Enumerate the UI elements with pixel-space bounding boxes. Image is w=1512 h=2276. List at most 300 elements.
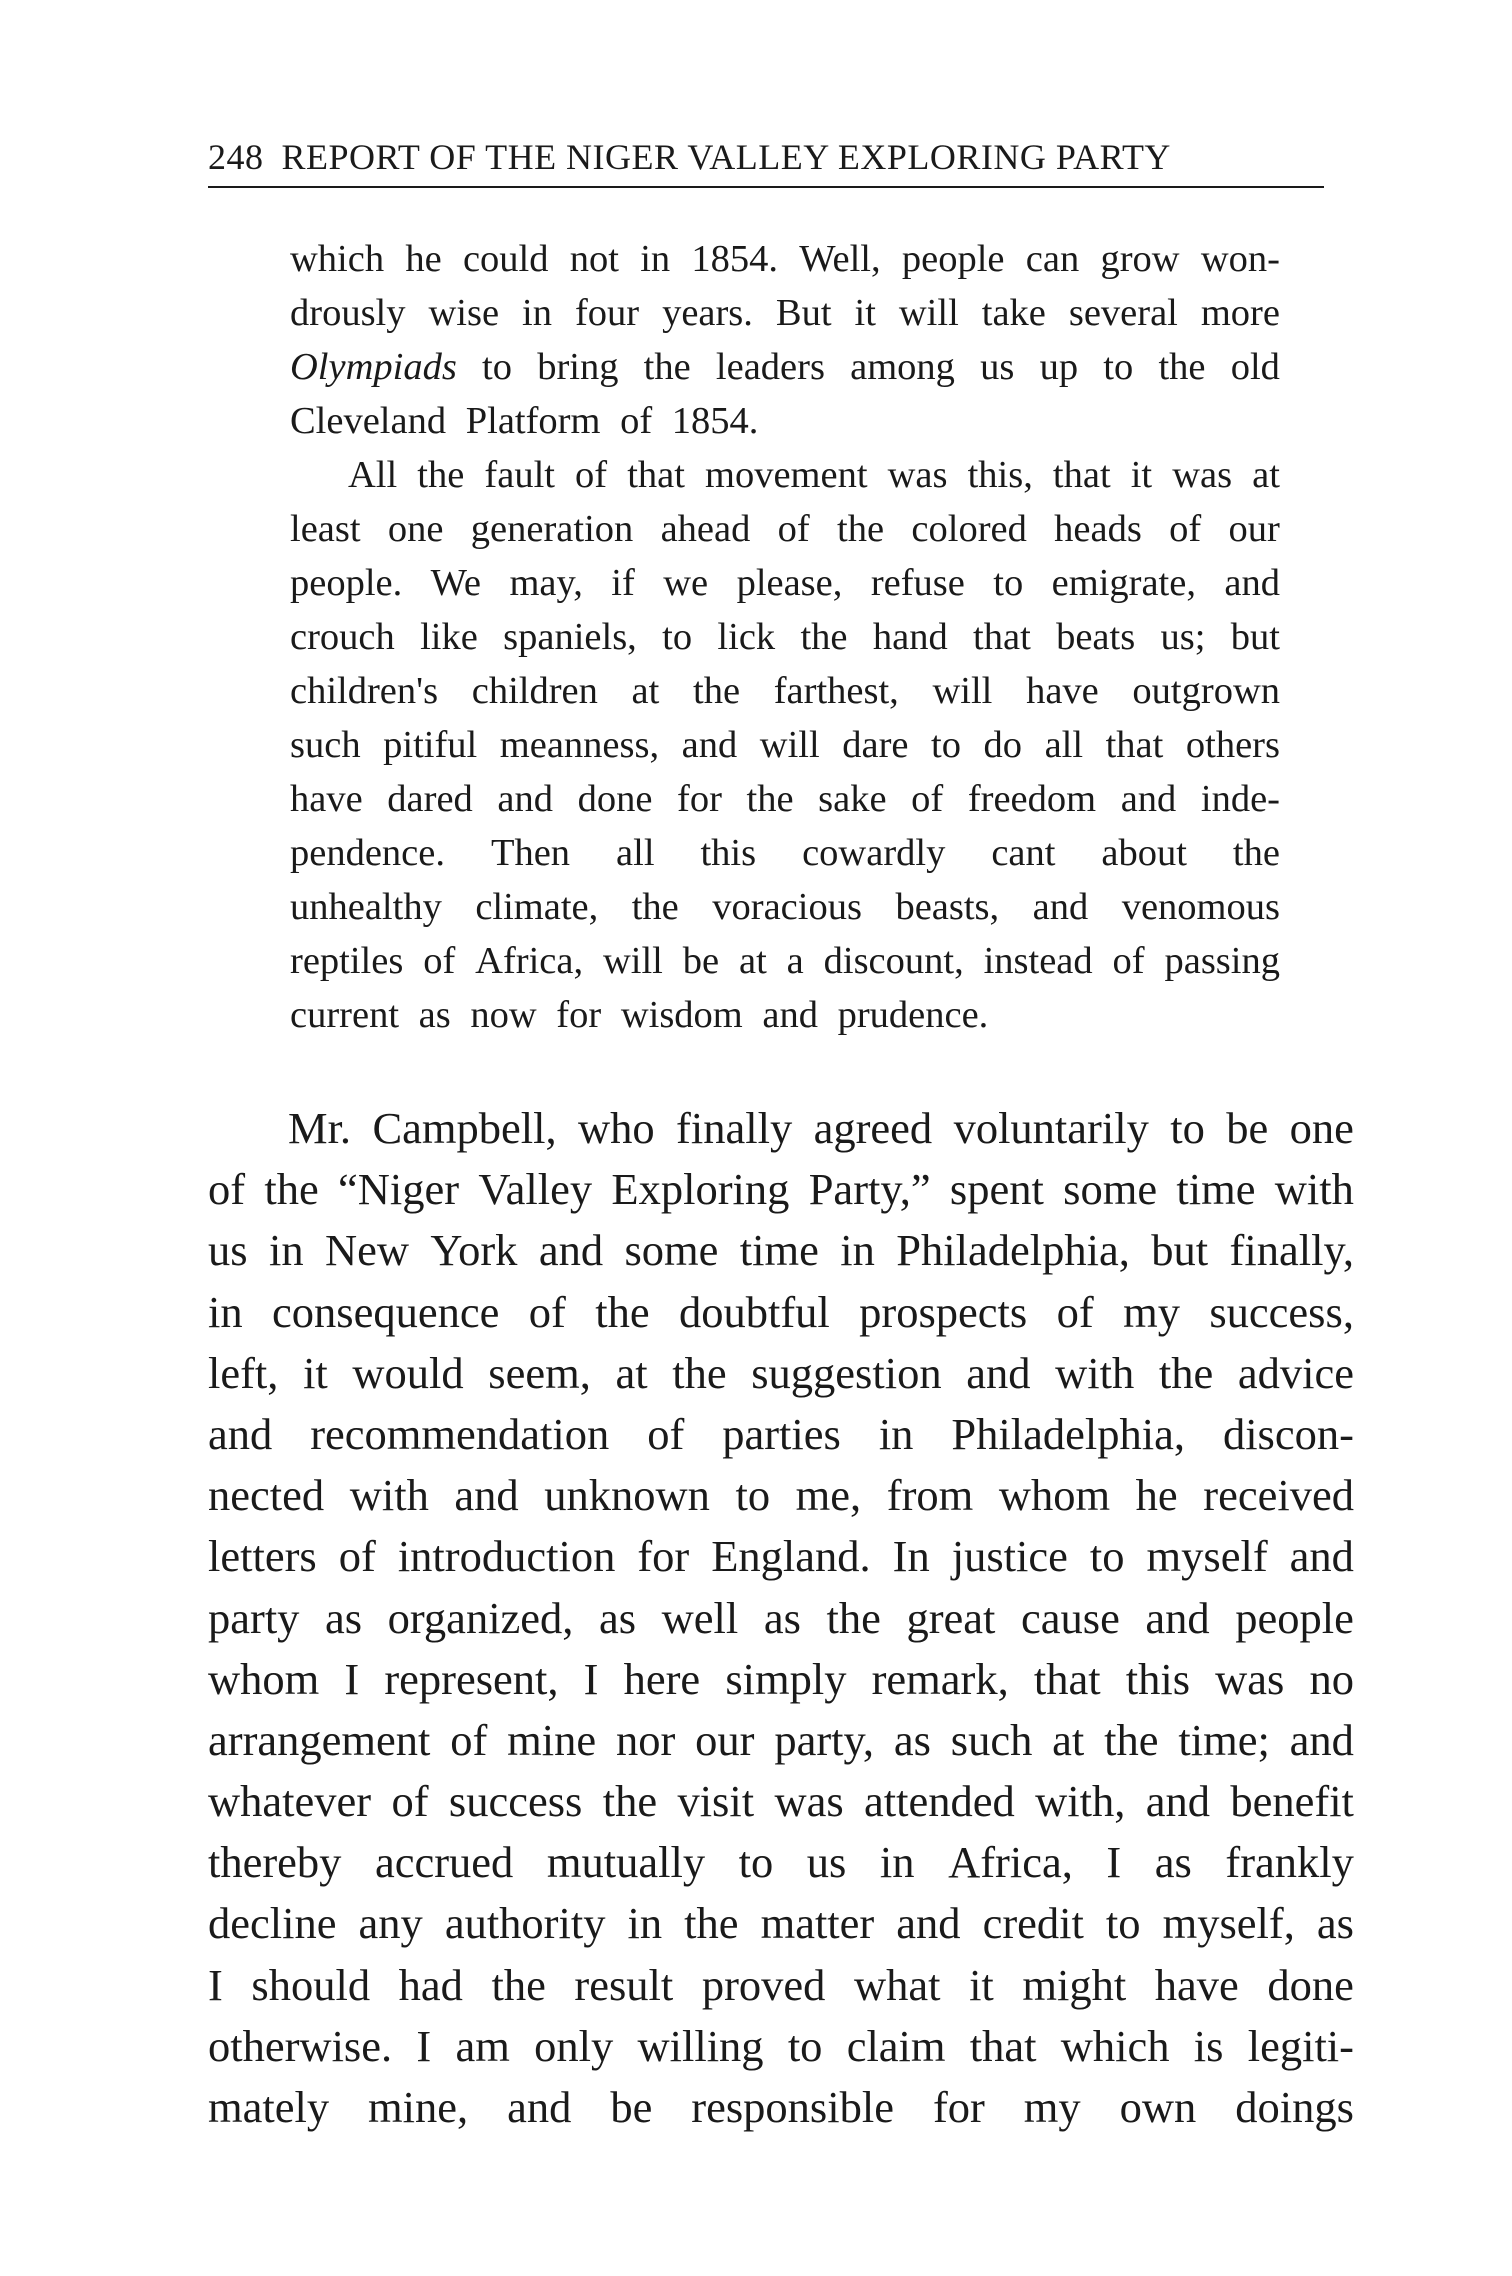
word: fault [484, 454, 555, 496]
word: I [1106, 1837, 1122, 1888]
word: us [980, 346, 1015, 388]
word: time; [1178, 1714, 1270, 1765]
quote-line [290, 880, 1280, 934]
word: might [1022, 1959, 1127, 2010]
word: others [1185, 724, 1280, 766]
word: the [693, 670, 741, 712]
body-line [208, 1159, 1354, 1220]
word: but [1230, 616, 1280, 658]
word: result [574, 1959, 674, 2010]
word: the [800, 616, 848, 658]
word: spent [949, 1164, 1044, 1215]
quote-line [290, 232, 1280, 286]
word: people [1235, 1592, 1354, 1643]
word: heads [1054, 508, 1142, 550]
word: the [491, 1959, 546, 2010]
word: in [208, 1286, 243, 1337]
word: bring [537, 346, 619, 388]
word: had [398, 1959, 463, 2010]
word: myself [1146, 1531, 1268, 1582]
word: he [405, 238, 442, 280]
word: claim [846, 2020, 946, 2071]
word: spaniels, [503, 616, 637, 658]
word: and [1145, 1592, 1210, 1643]
word: unknown [544, 1470, 710, 1521]
word: agreed [813, 1103, 933, 1153]
word: in [879, 1837, 915, 1888]
word: suggestion [751, 1347, 942, 1398]
word: discount, [823, 940, 964, 982]
word: of [1112, 940, 1145, 982]
word: people. [290, 562, 403, 604]
word: all [1044, 724, 1084, 766]
word: here [623, 1653, 701, 1704]
word: it [1130, 454, 1153, 496]
word: now [470, 994, 547, 1036]
word: of [450, 1714, 488, 1765]
word: farthest, [773, 670, 899, 712]
word: with [349, 1470, 429, 1521]
word: done [577, 778, 653, 820]
body-paragraph [208, 1098, 1354, 2138]
word: left, [208, 1347, 279, 1398]
word: some [624, 1225, 719, 1276]
word: Africa, [475, 940, 584, 982]
word: remark, [871, 1653, 1009, 1704]
body-line [208, 1649, 1354, 1710]
word: was [1172, 454, 1233, 496]
word: nected [208, 1470, 325, 1521]
word: of [1056, 1286, 1094, 1337]
word: us [806, 1837, 847, 1888]
word: take [981, 292, 1046, 334]
word: to [1170, 1103, 1205, 1153]
word: whatever [208, 1776, 372, 1827]
word: as [325, 1592, 363, 1643]
word: mutually [546, 1837, 706, 1888]
word: ahead [660, 508, 751, 550]
word: otherwise. [208, 2020, 393, 2071]
word: Well, [799, 238, 881, 280]
word: should [251, 1959, 371, 2010]
word: beats [1056, 616, 1136, 658]
word: Campbell, [372, 1103, 557, 1153]
word: voluntarily [953, 1103, 1149, 1153]
word: recommendation [310, 1408, 610, 1459]
word: But [775, 292, 832, 334]
word: 1854. [671, 400, 759, 442]
word: prudence. [837, 994, 989, 1036]
word: legiti- [1247, 2020, 1354, 2071]
body-line [208, 1404, 1354, 1465]
word: success [448, 1776, 583, 1827]
word: to [993, 562, 1024, 604]
word: dare [842, 724, 909, 766]
word: am [455, 2020, 510, 2071]
word: pendence. [290, 832, 445, 874]
word: such [290, 724, 361, 766]
page-number: 248 [208, 137, 264, 177]
word: children [471, 670, 598, 712]
word: decline [208, 1898, 337, 1949]
word: and [208, 1408, 273, 1459]
word: wise [428, 292, 500, 334]
word: freedom [967, 778, 1097, 820]
word: venomous [1121, 886, 1280, 928]
word: party, [774, 1714, 874, 1765]
word: and [966, 1347, 1031, 1398]
word: justice [951, 1531, 1068, 1582]
word: people [901, 238, 1005, 280]
word: organized, [387, 1592, 574, 1643]
word: discon- [1222, 1408, 1354, 1459]
word: and [1289, 1714, 1354, 1765]
word: my [1023, 2082, 1081, 2132]
word: wisdom [620, 994, 753, 1036]
word: of [777, 508, 810, 550]
word: benefit [1230, 1776, 1354, 1827]
word: seem, [488, 1347, 591, 1398]
word: of [1169, 508, 1202, 550]
word: for [637, 1531, 690, 1582]
word: not [569, 238, 619, 280]
word: instead [983, 940, 1093, 982]
word: only [534, 2020, 614, 2071]
word: any [358, 1898, 423, 1949]
word: will [602, 940, 663, 982]
body-line [208, 1588, 1354, 1649]
word: of [391, 1776, 429, 1827]
word: to [1089, 1531, 1125, 1582]
word: who [578, 1103, 655, 1153]
word: great [906, 1592, 996, 1643]
word: Philadelphia, [951, 1408, 1185, 1459]
word: crouch [290, 616, 395, 658]
word: but [1151, 1225, 1209, 1276]
body-line [208, 1282, 1354, 1343]
word: I [208, 1959, 223, 2010]
word: at [738, 940, 767, 982]
word: as [763, 1592, 801, 1643]
word: he [1135, 1470, 1178, 1521]
running-head [208, 128, 1324, 188]
word: of [620, 400, 662, 442]
body-line [208, 1465, 1354, 1526]
word: in [522, 292, 552, 334]
word: which [1060, 2020, 1170, 2071]
word: in [268, 1225, 304, 1276]
word: at [615, 1347, 648, 1398]
word: party [208, 1592, 300, 1643]
word: as [1316, 1898, 1354, 1949]
word: of [208, 1164, 246, 1215]
word: our [695, 1714, 755, 1765]
word: leaders [715, 346, 825, 388]
word: parties [722, 1408, 841, 1459]
word: us [208, 1225, 248, 1276]
word: generation [470, 508, 634, 550]
word: drously [290, 292, 406, 334]
word: was [887, 454, 948, 496]
word: several [1068, 292, 1178, 334]
word: All [348, 454, 398, 496]
word: of [647, 1408, 685, 1459]
word: was [1215, 1653, 1285, 1704]
word: with [1274, 1164, 1354, 1215]
word: pitiful [383, 724, 478, 766]
word: old [1230, 346, 1280, 388]
word: in [640, 238, 671, 280]
word: nor [615, 1714, 676, 1765]
word: finally [676, 1103, 793, 1153]
word: movement [705, 454, 868, 496]
word: time [1176, 1164, 1256, 1215]
word: in [840, 1225, 875, 1276]
word: simply [725, 1653, 847, 1704]
word: with, [1035, 1776, 1126, 1827]
word: the [643, 346, 691, 388]
word: dared [387, 778, 473, 820]
word: outgrown [1132, 670, 1280, 712]
word: to [482, 346, 512, 388]
word: and [1224, 562, 1280, 604]
word: England. [711, 1531, 871, 1582]
word: be [682, 940, 720, 982]
word: of [911, 778, 944, 820]
word: arrangement [208, 1714, 431, 1765]
word: cause [1021, 1592, 1120, 1643]
word: In [892, 1531, 930, 1582]
body-line [208, 1955, 1354, 2016]
word: colored [911, 508, 1027, 550]
quote-line [290, 988, 1280, 1042]
body-line [208, 1098, 1354, 1159]
quote-line [290, 286, 1280, 340]
body-line [208, 1771, 1354, 1832]
word: that [627, 454, 685, 496]
word: sake [818, 778, 887, 820]
word: the [1158, 346, 1206, 388]
word: and [1120, 778, 1177, 820]
word: the [264, 1164, 319, 1215]
word: will [759, 724, 820, 766]
word: and [454, 1470, 519, 1521]
word: meanness, [499, 724, 660, 766]
word: more [1200, 292, 1280, 334]
word: will [898, 292, 959, 334]
word: and [497, 778, 553, 820]
word: four [574, 292, 640, 334]
word: could [462, 238, 549, 280]
word: advice [1237, 1347, 1354, 1398]
quote-line [290, 394, 1280, 448]
word: me, [795, 1470, 862, 1521]
word: time [739, 1225, 819, 1276]
word: as [893, 1714, 931, 1765]
word: I [344, 1653, 360, 1704]
word: frankly [1225, 1837, 1354, 1888]
word: this [700, 832, 757, 874]
word: the [1232, 832, 1280, 874]
word: the [826, 1592, 881, 1643]
word: introduction [397, 1531, 616, 1582]
word: the [602, 1776, 658, 1827]
word: my [1123, 1286, 1180, 1337]
word: Exploring [611, 1164, 790, 1215]
word: I [583, 1653, 599, 1704]
word: I [416, 2020, 432, 2071]
word: we [663, 562, 709, 604]
word: as [1154, 1837, 1192, 1888]
word: Platform [465, 400, 611, 442]
body-line [208, 1220, 1354, 1281]
word: Then [490, 832, 571, 874]
quote-line [290, 664, 1280, 718]
word: Mr. [288, 1103, 352, 1153]
word: 1854. [691, 238, 779, 280]
word: York [430, 1225, 518, 1276]
word: least [290, 508, 361, 550]
word: responsible [691, 2082, 894, 2132]
word: of [338, 1531, 376, 1582]
word: that [1052, 454, 1111, 496]
word: whom [208, 1653, 320, 1704]
word: the [746, 778, 794, 820]
word: to [738, 1837, 774, 1888]
word: it [969, 1959, 994, 2010]
word: received [1203, 1470, 1354, 1521]
word: myself, [1162, 1898, 1295, 1949]
word: up [1039, 346, 1079, 388]
word: have [1154, 1959, 1239, 2010]
quote-line [290, 610, 1280, 664]
word: authority [444, 1898, 606, 1949]
word: grow [1100, 238, 1180, 280]
word: mine, [368, 2082, 469, 2132]
word: of [423, 940, 456, 982]
word: have [290, 778, 363, 820]
word: unhealthy [290, 886, 442, 928]
word: one [1289, 1103, 1354, 1153]
word: Valley [478, 1164, 593, 1215]
word: that [973, 616, 1031, 658]
word: the [595, 1286, 650, 1337]
word: matter [760, 1898, 875, 1949]
word: and [762, 994, 828, 1036]
word: at [1252, 454, 1280, 496]
word: Party,” [808, 1164, 931, 1215]
word: as [418, 994, 461, 1036]
word: to [1103, 346, 1134, 388]
word: cowardly [802, 832, 946, 874]
word: doubtful [678, 1286, 830, 1337]
word: as [599, 1592, 637, 1643]
quote-line [290, 772, 1280, 826]
word: such [950, 1714, 1033, 1765]
word: credit [982, 1898, 1084, 1949]
word: one [387, 508, 444, 550]
body-line [208, 2077, 1354, 2138]
body-line [208, 1893, 1354, 1954]
word: of [575, 454, 608, 496]
word: some [1063, 1164, 1158, 1215]
word: to [787, 2020, 823, 2071]
word: and [1289, 1531, 1354, 1582]
word: is [1193, 2020, 1224, 2071]
word: proved [701, 1959, 826, 2010]
quote-line [290, 934, 1280, 988]
word: and [538, 1225, 604, 1276]
word: about [1101, 832, 1187, 874]
word: and [1032, 886, 1089, 928]
body-line [208, 1710, 1354, 1771]
word: have [1026, 670, 1099, 712]
word: doings [1235, 2082, 1354, 2132]
word: no [1309, 1653, 1354, 1704]
word: that [969, 2020, 1037, 2071]
word: mine [507, 1714, 597, 1765]
quote-line [290, 448, 1280, 502]
word: inde- [1200, 778, 1280, 820]
word: represent, [384, 1653, 559, 1704]
word: the [684, 1898, 739, 1949]
word: Olympiads [290, 346, 457, 388]
word: willing [637, 2020, 764, 2071]
word: attended [864, 1776, 1015, 1827]
word: it [854, 292, 876, 334]
word: Cleveland [290, 400, 456, 442]
word: New [324, 1225, 410, 1276]
word: “Niger [338, 1164, 460, 1215]
word: finally, [1229, 1225, 1354, 1276]
word: that [1105, 724, 1164, 766]
word: Africa, [948, 1837, 1073, 1888]
word: well [661, 1592, 739, 1643]
word: mately [208, 2082, 330, 2132]
word: letters [208, 1531, 317, 1582]
word: years. [662, 292, 753, 334]
word: our [1228, 508, 1280, 550]
word: current [290, 994, 409, 1036]
word: prospects [859, 1286, 1028, 1337]
quote-line [290, 340, 1280, 394]
word: if [611, 562, 635, 604]
word: the [1158, 1347, 1214, 1398]
word: thereby [208, 1837, 342, 1888]
word: please, [736, 562, 843, 604]
body-line [208, 1832, 1354, 1893]
word: to [662, 616, 693, 658]
word: hand [872, 616, 948, 658]
word: the [631, 886, 679, 928]
block-quote [290, 232, 1280, 1042]
word: which [290, 238, 385, 280]
word: the [1104, 1714, 1159, 1765]
word: own [1119, 2082, 1197, 2132]
word: for [932, 2082, 985, 2132]
word: and [896, 1898, 961, 1949]
word: will [932, 670, 993, 712]
word: passing [1164, 940, 1280, 982]
word: be [1226, 1103, 1269, 1153]
word: it [303, 1347, 328, 1398]
word: the [417, 454, 465, 496]
word: beasts, [895, 886, 1000, 928]
word: among [850, 346, 955, 388]
word: at [631, 670, 660, 712]
word: do [983, 724, 1023, 766]
word: this, [967, 454, 1033, 496]
